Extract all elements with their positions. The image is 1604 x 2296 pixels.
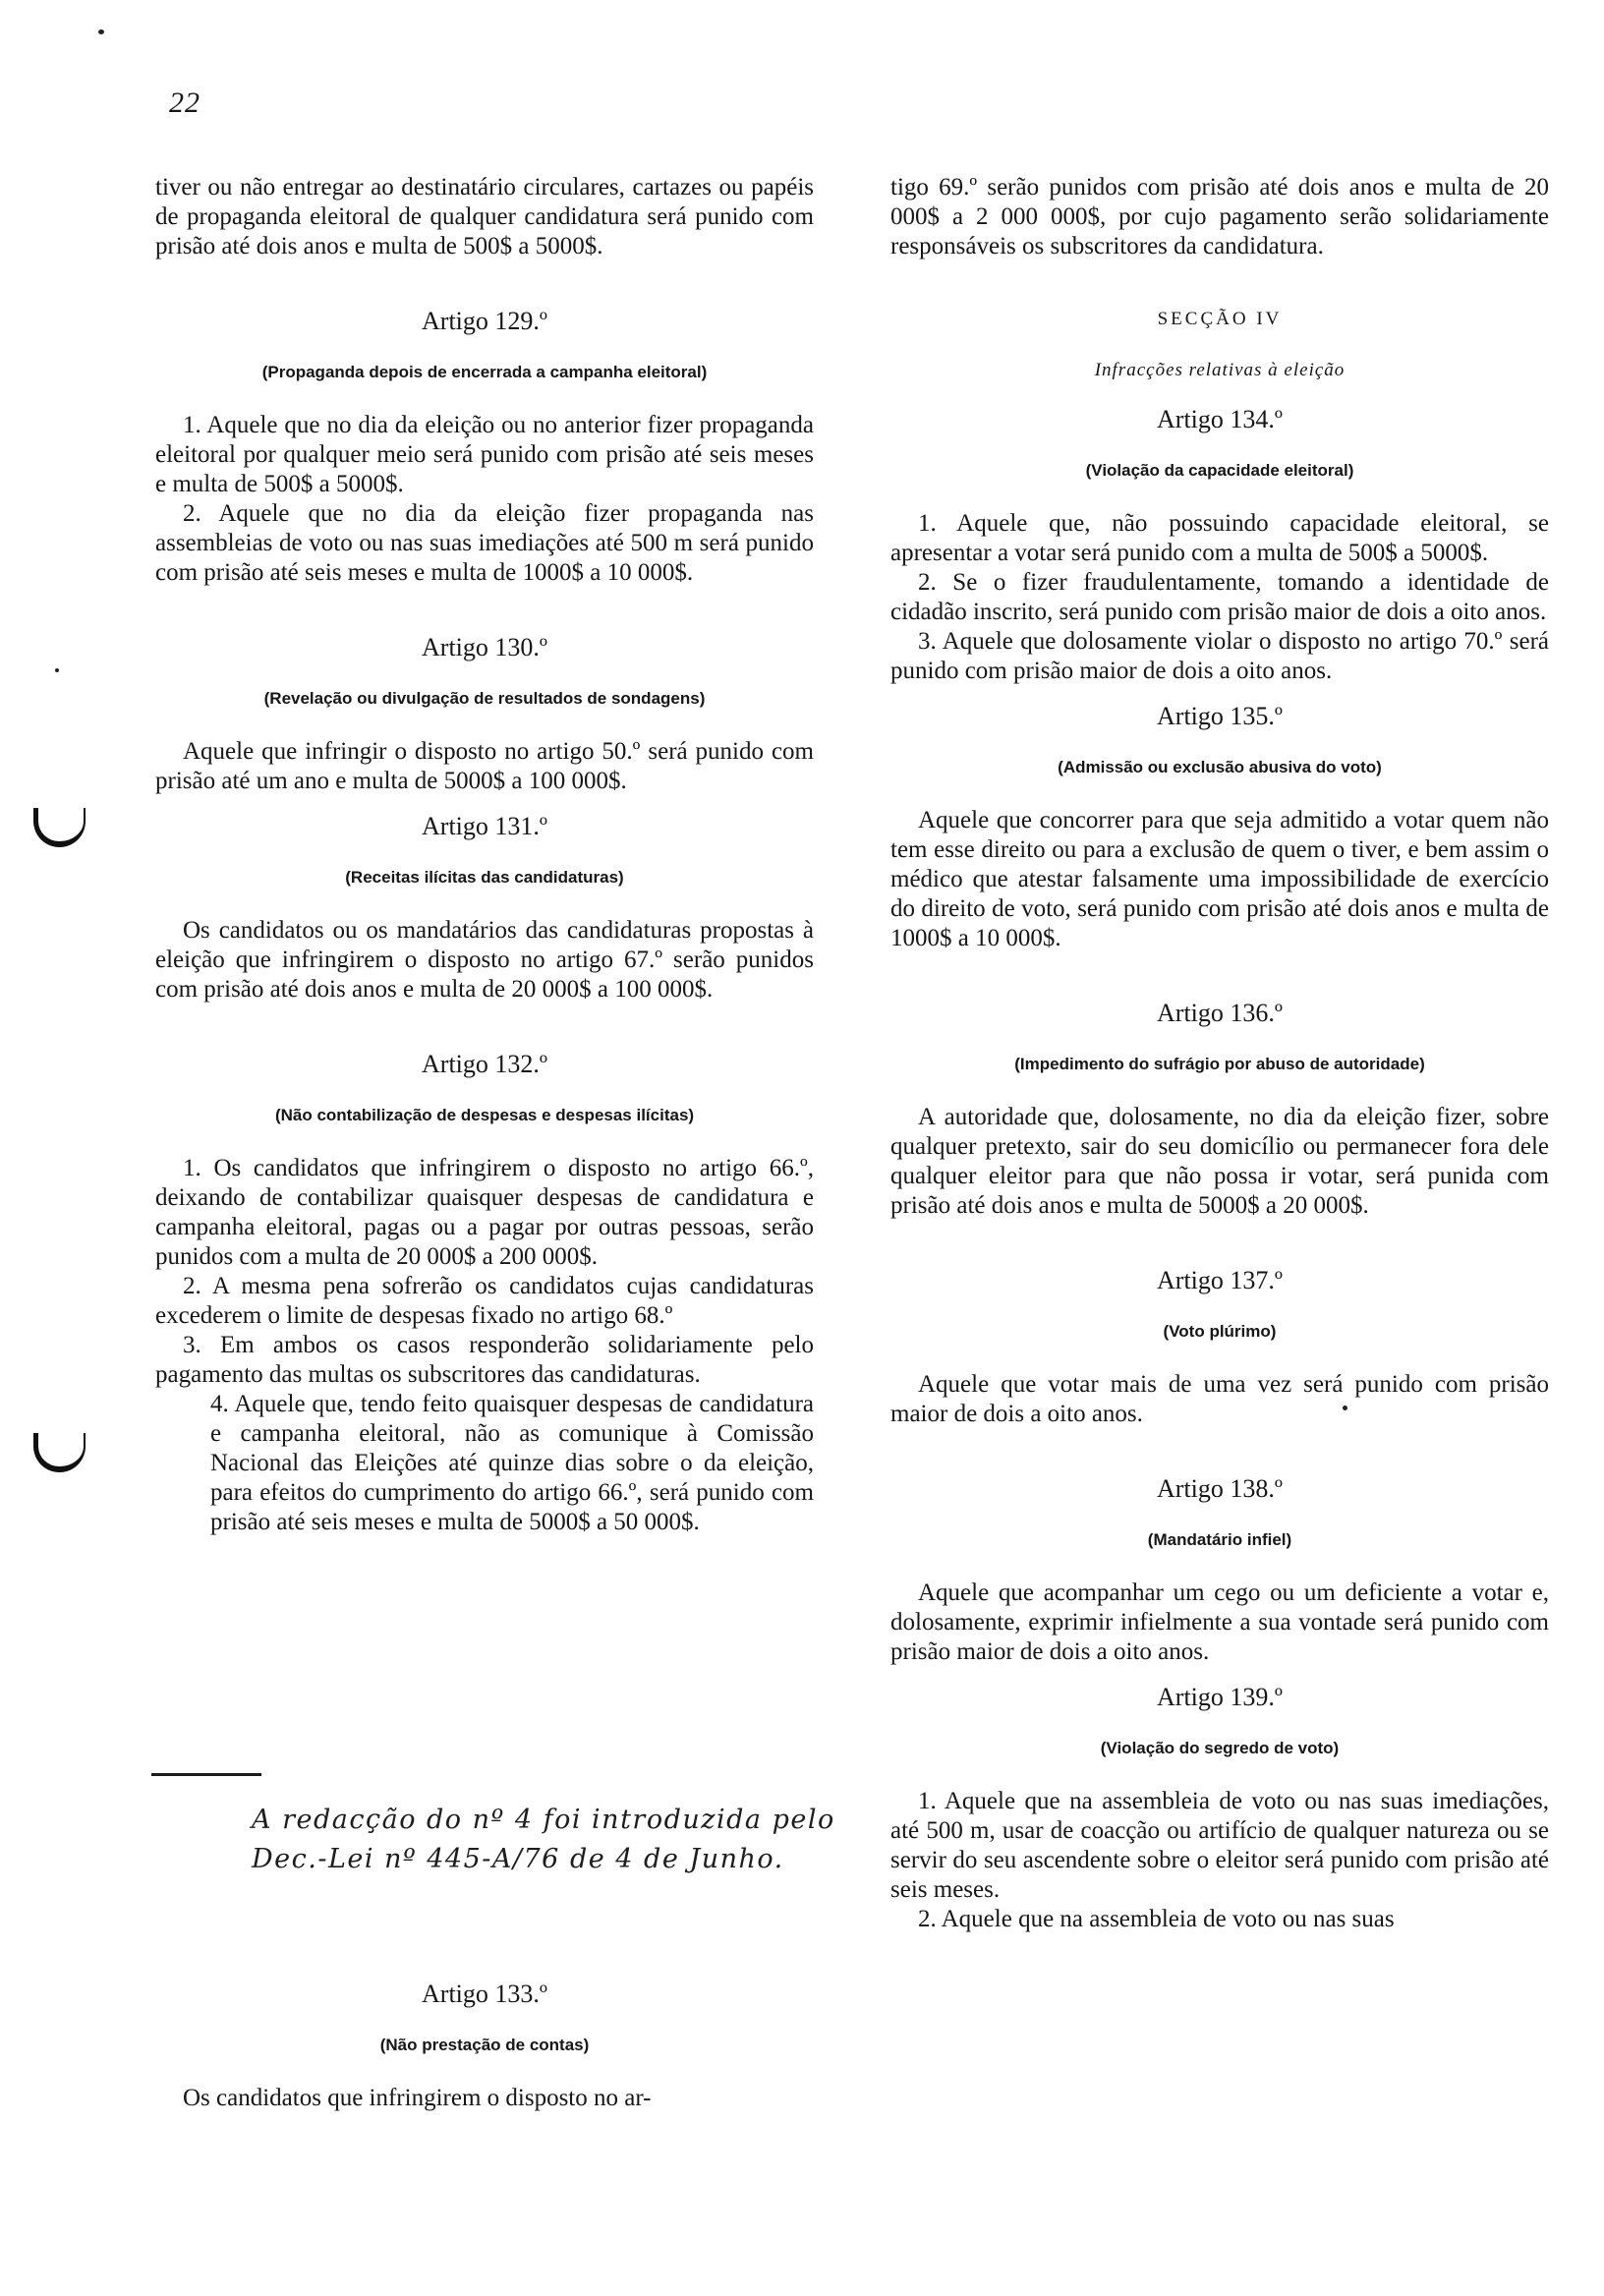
- article-subtitle: (Impedimento do sufrágio por abuso de autoridade): [1014, 1055, 1425, 1073]
- article-heading: Artigo 133.º: [422, 1980, 547, 2008]
- paragraph: tigo 69.º serão punidos com prisão até dois anos e multa de 20 000$ a 2 000 000$, por cujo pagamento serão solidariamente responsáveis os subscritores da candidatura.: [890, 174, 1549, 259]
- right-column-flow: [890, 173, 1549, 1934]
- scan-speck: [98, 29, 104, 34]
- paragraph: 2. Aquele que na assembleia de voto ou nas suas: [918, 1906, 1395, 1932]
- article-heading: Artigo 136.º: [1157, 999, 1283, 1027]
- handwritten-note: A redacção do nº 4 foi introduzida pelo Dec.-Lei nº 445-A/76 de 4 de Junho.: [252, 1805, 835, 1874]
- article-subtitle: (Voto plúrimo): [1163, 1322, 1277, 1341]
- article-subtitle: (Admissão ou exclusão abusiva do voto): [1058, 758, 1382, 776]
- paragraph: Aquele que votar mais de uma vez será punido com prisão maior de dois a oito anos.: [890, 1371, 1549, 1427]
- left-column-flow: [155, 173, 814, 1537]
- paragraph: Os candidatos ou os mandatários das candidaturas propostas à eleição que infringirem o disposto no artigo 67.º serão punidos com prisão até dois anos e multa de 20 000$ a 100 000$.: [155, 917, 814, 1003]
- article-subtitle: (Violação da capacidade eleitoral): [1085, 461, 1354, 480]
- note-divider-line: [151, 1773, 261, 1776]
- paragraph: 1. Os candidatos que infringirem o disposto no artigo 66.º, deixando de contabilizar quaisquer despesas de candidatura e campanha eleitoral, pagas ou a pagar por outras pessoas, serão punidos com a multa de 20 000$ a 200 000$.: [155, 1155, 814, 1270]
- paragraph: Aquele que acompanhar um cego ou um deficiente a votar e, dolosamente, exprimir infielmente a sua vontade será punido com prisão maior de dois a oito anos.: [890, 1579, 1549, 1665]
- paragraph: Os candidatos que infringirem o disposto no ar-: [183, 2085, 652, 2111]
- left-column-bottom: [155, 1934, 814, 2113]
- paragraph: 1. Aquele que, não possuindo capacidade eleitoral, se apresentar a votar será punido com a multa de 500$ a 5000$.: [890, 510, 1549, 566]
- article-heading: Artigo 138.º: [1157, 1474, 1283, 1503]
- page-number: 22: [169, 86, 200, 119]
- paragraph: 1. Aquele que na assembleia de voto ou nas suas imediações, até 500 m, usar de coacção ou artifício de qualquer natureza ou se servir do seu ascendente sobre o eleitor será punido com prisão até seis meses.: [890, 1788, 1549, 1903]
- article-heading: Artigo 131.º: [422, 812, 547, 840]
- article-heading: Artigo 137.º: [1157, 1266, 1283, 1294]
- section-heading: SECÇÃO IV: [1157, 309, 1283, 329]
- article-subtitle: (Não prestação de contas): [379, 2036, 590, 2054]
- article-heading: Artigo 129.º: [422, 307, 547, 335]
- article-heading: Artigo 132.º: [422, 1050, 547, 1078]
- left-bottom-flow: [155, 1980, 814, 2113]
- paragraph: Aquele que concorrer para que seja admitido a votar quem não tem esse direito ou para a exclusão de quem o tiver, e bem assim o médico que atestar falsamente uma impossibilidade de exercício do direito de voto, será punido com prisão até dois anos e multa de 1000$ a 10 000$.: [890, 807, 1549, 951]
- article-heading: Artigo 130.º: [422, 633, 547, 661]
- article-heading: Artigo 139.º: [1157, 1683, 1283, 1711]
- paragraph: 3. Aquele que dolosamente violar o disposto no artigo 70.º será punido com prisão maior de dois a oito anos.: [890, 628, 1549, 684]
- article-heading: Artigo 134.º: [1157, 405, 1283, 433]
- paragraph: 3. Em ambos os casos responderão solidariamente pelo pagamento das multas os subscritores das candidaturas.: [155, 1332, 814, 1388]
- article-heading: Artigo 135.º: [1157, 702, 1283, 730]
- binder-hole-mark: [33, 808, 86, 847]
- left-column: [155, 173, 814, 1537]
- scan-speck: [55, 668, 59, 672]
- paragraph: Aquele que infringir o disposto no artigo 50.º será punido com prisão até um ano e multa de 5000$ a 100 000$.: [155, 738, 814, 794]
- right-column: [890, 173, 1549, 1934]
- paragraph: 2. Aquele que no dia da eleição fizer propaganda nas assembleias de voto ou nas suas imediações até 500 m será punido com prisão até seis meses e multa de 1000$ a 10 000$.: [155, 500, 814, 586]
- paragraph: 4. Aquele que, tendo feito quaisquer despesas de candidatura e campanha eleitoral, não as comunique à Comissão Nacional das Eleições até quinze dias sobre o da eleição, para efeitos do cumprimento do artigo 66.º, será punido com prisão até seis meses e multa de 5000$ a 50 000$.: [210, 1391, 814, 1535]
- article-subtitle: (Não contabilização de despesas e despesas ilícitas): [274, 1106, 695, 1124]
- paragraph: 2. Se o fizer fraudulentamente, tomando a identidade de cidadão inscrito, será punido com prisão maior de dois a oito anos.: [890, 569, 1549, 625]
- article-subtitle: (Violação do segredo de voto): [1100, 1739, 1340, 1757]
- scan-speck: [1343, 1406, 1347, 1410]
- binder-hole-mark: [33, 1433, 86, 1472]
- article-subtitle: (Receitas ilícitas das candidaturas): [345, 868, 624, 887]
- paragraph: 1. Aquele que no dia da eleição ou no anterior fizer propaganda eleitoral por qualquer meio será punido com prisão até seis meses e multa de 500$ a 5000$.: [155, 412, 814, 497]
- paragraph: A autoridade que, dolosamente, no dia da eleição fizer, sobre qualquer pretexto, sair do seu domicílio ou permanecer fora dele qualquer eleitor para que não possa ir votar, será punida com prisão até dois anos e multa de 5000$ a 20 000$.: [890, 1104, 1549, 1219]
- article-subtitle: (Propaganda depois de encerrada a campanha eleitoral): [261, 363, 708, 381]
- article-subtitle: (Mandatário infiel): [1147, 1530, 1292, 1549]
- paragraph: 2. A mesma pena sofrerão os candidatos cujas candidaturas excederem o limite de despesas fixado no artigo 68.º: [155, 1273, 814, 1329]
- paragraph: tiver ou não entregar ao destinatário circulares, cartazes ou papéis de propaganda eleitoral de qualquer candidatura será punido com prisão até dois anos e multa de 500$ a 5000$.: [155, 174, 814, 259]
- article-subtitle: (Revelação ou divulgação de resultados de sondagens): [263, 689, 706, 708]
- section-subtitle: Infracções relativas à eleição: [1094, 360, 1346, 380]
